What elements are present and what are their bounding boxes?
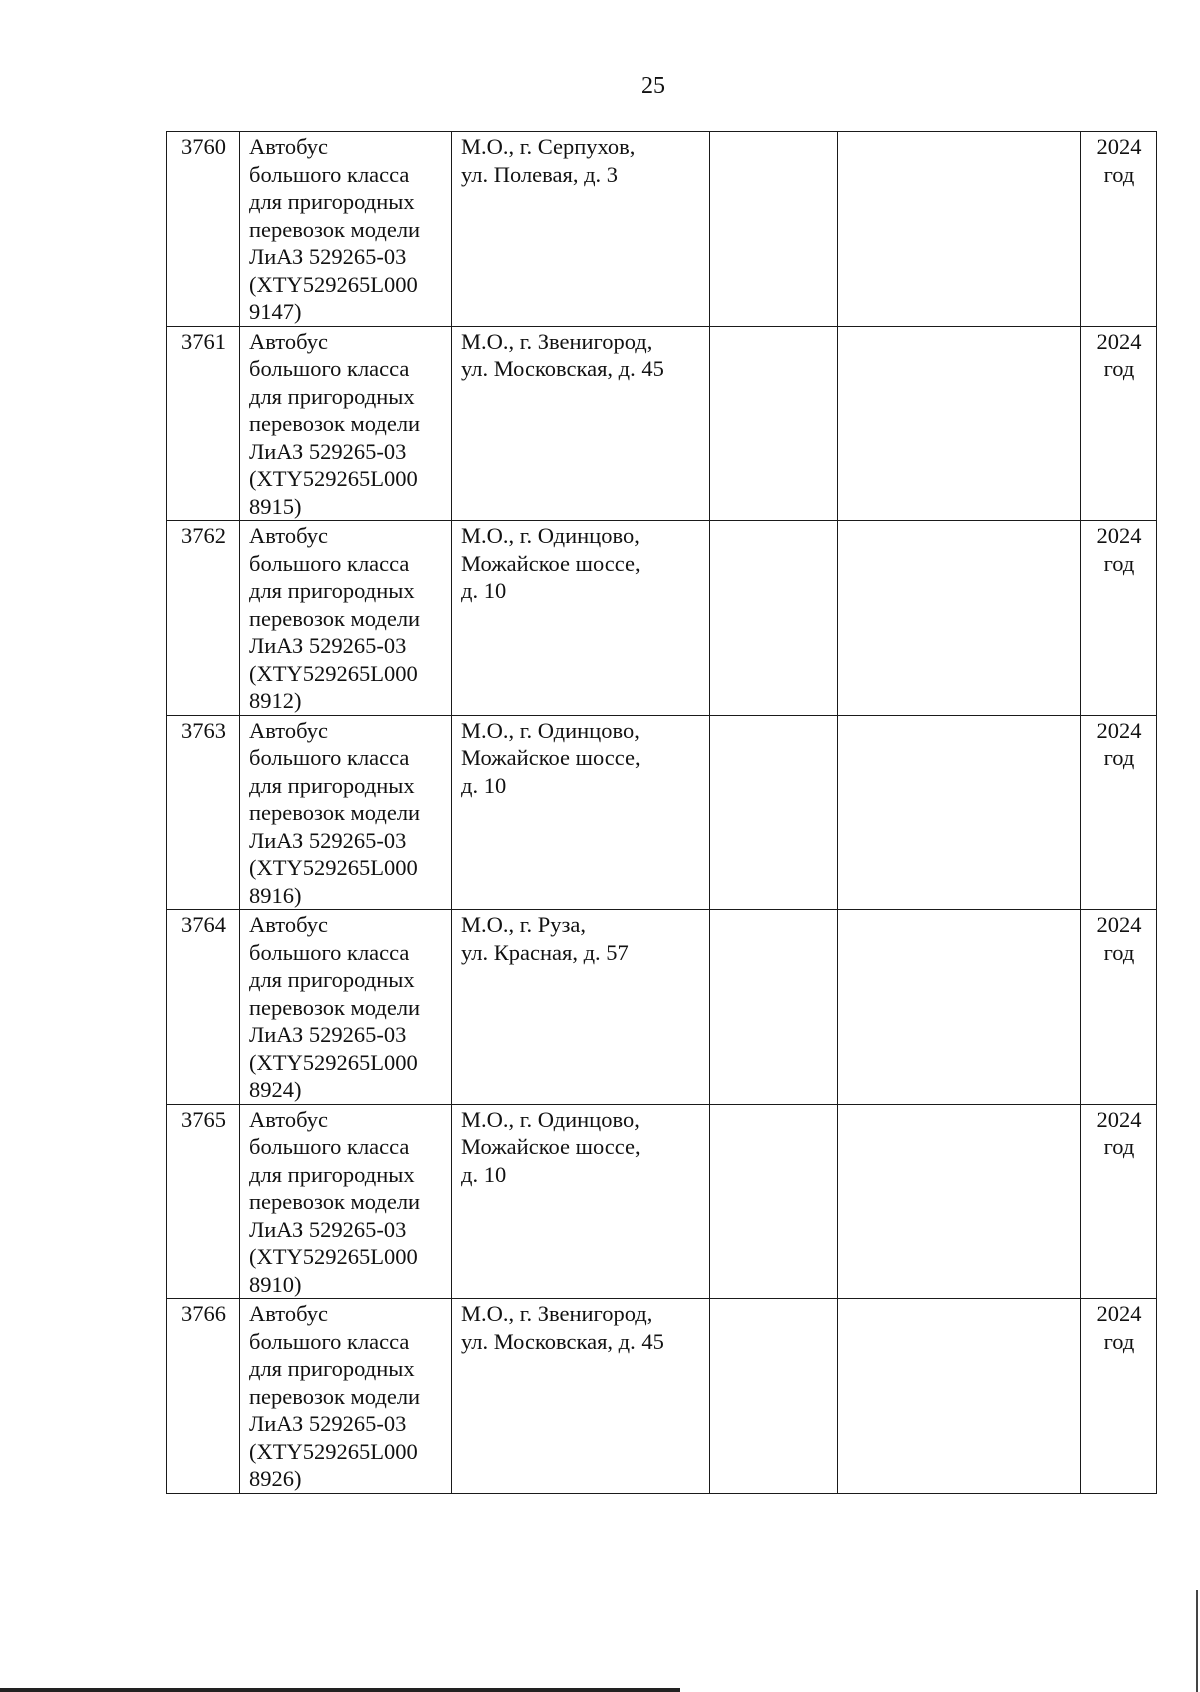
address-line: ул. Московская, д. 45: [461, 1328, 664, 1354]
vehicle-description-line: Автобус: [249, 1301, 328, 1326]
vehicle-description-line: ЛиАЗ 529265-03: [249, 244, 407, 269]
vehicle-description-line: (XTY529265L000: [249, 1244, 418, 1269]
address-line: Можайское шоссе,: [461, 1134, 641, 1159]
empty-cell: [838, 1104, 1081, 1299]
year-line: 2024: [1096, 1106, 1142, 1132]
vehicle-description-line: перевозок модели: [249, 994, 421, 1020]
row-number-cell: [167, 715, 240, 910]
registry-table: [166, 131, 1157, 1494]
row-number: 3765: [181, 1106, 226, 1132]
vehicle-description-line: перевозок модели: [249, 216, 421, 242]
row-number-cell: [167, 1104, 240, 1299]
vehicle-description-line: большого класса: [249, 161, 410, 187]
row-number: 3766: [181, 1301, 226, 1326]
vehicle-description-cell: [240, 910, 452, 1105]
year-cell: [1081, 910, 1157, 1105]
vehicle-description-line: перевозок модели: [249, 1383, 421, 1409]
vehicle-description-line: Автобус: [249, 523, 328, 548]
vehicle-description-line: перевозок модели: [249, 411, 421, 436]
address-line: ул. Полевая, д. 3: [461, 161, 619, 187]
vehicle-description-line: 8915): [249, 493, 302, 519]
year-line: 2024: [1096, 912, 1142, 937]
vehicle-description-line: (XTY529265L000: [249, 271, 418, 297]
vehicle-description-line: (XTY529265L000: [249, 466, 418, 491]
vehicle-description-line: (XTY529265L000: [249, 1438, 418, 1464]
row-number: 3760: [181, 134, 226, 159]
vehicle-description-line: для пригородных: [249, 1161, 415, 1187]
year-cell: [1081, 521, 1157, 716]
address-line: ул. Красная, д. 57: [461, 939, 629, 965]
vehicle-description-line: ЛиАЗ 529265-03: [249, 1022, 407, 1047]
vehicle-description-line: большого класса: [249, 550, 410, 576]
vehicle-description-line: 8926): [249, 1466, 302, 1491]
vehicle-description-line: Автобус: [249, 1106, 328, 1132]
vehicle-description-line: (XTY529265L000: [249, 855, 418, 880]
year-line: год: [1103, 745, 1135, 770]
vehicle-description-line: для пригородных: [249, 578, 415, 603]
address-line: ул. Московская, д. 45: [461, 356, 664, 381]
vehicle-description-line: для пригородных: [249, 967, 415, 992]
year-cell: [1081, 132, 1157, 327]
table-row: [167, 521, 1157, 716]
year-line: год: [1103, 356, 1135, 381]
vehicle-description-line: большого класса: [249, 745, 410, 770]
year-line: год: [1103, 550, 1135, 576]
year-cell: [1081, 326, 1157, 521]
address-cell: [452, 910, 710, 1105]
vehicle-description-line: (XTY529265L000: [249, 1049, 418, 1075]
vehicle-description-line: Автобус: [249, 912, 328, 937]
year-line: год: [1103, 939, 1135, 965]
address-line: д. 10: [461, 772, 507, 798]
address-cell: [452, 326, 710, 521]
row-number: 3764: [181, 912, 226, 937]
year-line: 2024: [1096, 328, 1142, 354]
year-line: год: [1103, 1134, 1135, 1159]
address-cell: [452, 715, 710, 910]
vehicle-description-cell: [240, 132, 452, 327]
vehicle-description-line: для пригородных: [249, 189, 415, 214]
empty-cell: [710, 1299, 838, 1494]
vehicle-description-cell: [240, 521, 452, 716]
vehicle-description-line: для пригородных: [249, 383, 415, 409]
scan-artifact-edge: [1196, 1590, 1198, 1692]
page-number: 25: [641, 73, 665, 99]
year-cell: [1081, 715, 1157, 910]
address-line: д. 10: [461, 578, 507, 603]
table-row: [167, 326, 1157, 521]
vehicle-description-line: для пригородных: [249, 772, 415, 798]
row-number-cell: [167, 910, 240, 1105]
vehicle-description-line: большого класса: [249, 356, 410, 381]
vehicle-description-line: 8910): [249, 1271, 302, 1297]
vehicle-description-line: перевозок модели: [249, 1189, 421, 1214]
row-number: 3762: [181, 523, 226, 548]
vehicle-description-line: перевозок модели: [249, 605, 421, 631]
empty-cell: [838, 326, 1081, 521]
row-number-cell: [167, 132, 240, 327]
vehicle-description-line: Автобус: [249, 328, 328, 354]
empty-cell: [710, 326, 838, 521]
empty-cell: [710, 910, 838, 1105]
year-line: год: [1103, 1328, 1135, 1354]
address-line: М.О., г. Одинцово,: [461, 717, 640, 743]
table-row: [167, 1104, 1157, 1299]
vehicle-description-line: 8924): [249, 1077, 302, 1102]
empty-cell: [838, 715, 1081, 910]
vehicle-description-line: ЛиАЗ 529265-03: [249, 827, 407, 853]
vehicle-description-line: для пригородных: [249, 1356, 415, 1381]
vehicle-description-line: ЛиАЗ 529265-03: [249, 1216, 407, 1242]
vehicle-description-line: большого класса: [249, 1328, 410, 1354]
vehicle-description-line: ЛиАЗ 529265-03: [249, 633, 407, 658]
vehicle-description-cell: [240, 1299, 452, 1494]
vehicle-description-line: 8912): [249, 688, 302, 713]
table-row: [167, 1299, 1157, 1494]
scan-artifact-bar: [0, 1688, 680, 1692]
table-row: [167, 132, 1157, 327]
row-number: 3763: [181, 717, 226, 743]
vehicle-description-cell: [240, 326, 452, 521]
vehicle-description-line: ЛиАЗ 529265-03: [249, 1411, 407, 1436]
year-line: 2024: [1096, 523, 1142, 548]
year-cell: [1081, 1299, 1157, 1494]
address-line: Можайское шоссе,: [461, 550, 641, 576]
registry-table-body: [167, 132, 1157, 1494]
empty-cell: [710, 1104, 838, 1299]
empty-cell: [838, 521, 1081, 716]
vehicle-description-line: большого класса: [249, 1134, 410, 1159]
vehicle-description-line: большого класса: [249, 939, 410, 965]
vehicle-description-line: 8916): [249, 882, 302, 908]
address-line: М.О., г. Одинцово,: [461, 523, 640, 548]
vehicle-description-line: Автобус: [249, 134, 328, 159]
address-cell: [452, 1104, 710, 1299]
empty-cell: [838, 132, 1081, 327]
vehicle-description-line: 9147): [249, 299, 302, 324]
address-line: М.О., г. Звенигород,: [461, 328, 653, 354]
address-line: Можайское шоссе,: [461, 745, 641, 770]
year-line: 2024: [1096, 717, 1142, 743]
address-cell: [452, 132, 710, 327]
row-number-cell: [167, 1299, 240, 1494]
address-line: М.О., г. Звенигород,: [461, 1301, 653, 1326]
vehicle-description-cell: [240, 715, 452, 910]
vehicle-description-cell: [240, 1104, 452, 1299]
empty-cell: [710, 521, 838, 716]
year-cell: [1081, 1104, 1157, 1299]
address-cell: [452, 1299, 710, 1494]
empty-cell: [838, 910, 1081, 1105]
table-row: [167, 910, 1157, 1105]
vehicle-description-line: перевозок модели: [249, 800, 421, 825]
empty-cell: [710, 132, 838, 327]
year-line: 2024: [1096, 134, 1142, 159]
address-line: д. 10: [461, 1161, 507, 1187]
vehicle-description-line: (XTY529265L000: [249, 660, 418, 686]
row-number-cell: [167, 521, 240, 716]
address-line: М.О., г. Руза,: [461, 912, 586, 937]
address-line: М.О., г. Серпухов,: [461, 134, 636, 159]
empty-cell: [710, 715, 838, 910]
row-number: 3761: [181, 328, 226, 354]
table-row: [167, 715, 1157, 910]
row-number-cell: [167, 326, 240, 521]
vehicle-description-line: Автобус: [249, 717, 328, 743]
address-cell: [452, 521, 710, 716]
year-line: год: [1103, 161, 1135, 187]
address-line: М.О., г. Одинцово,: [461, 1106, 640, 1132]
vehicle-description-line: ЛиАЗ 529265-03: [249, 438, 407, 464]
empty-cell: [838, 1299, 1081, 1494]
year-line: 2024: [1096, 1301, 1142, 1326]
